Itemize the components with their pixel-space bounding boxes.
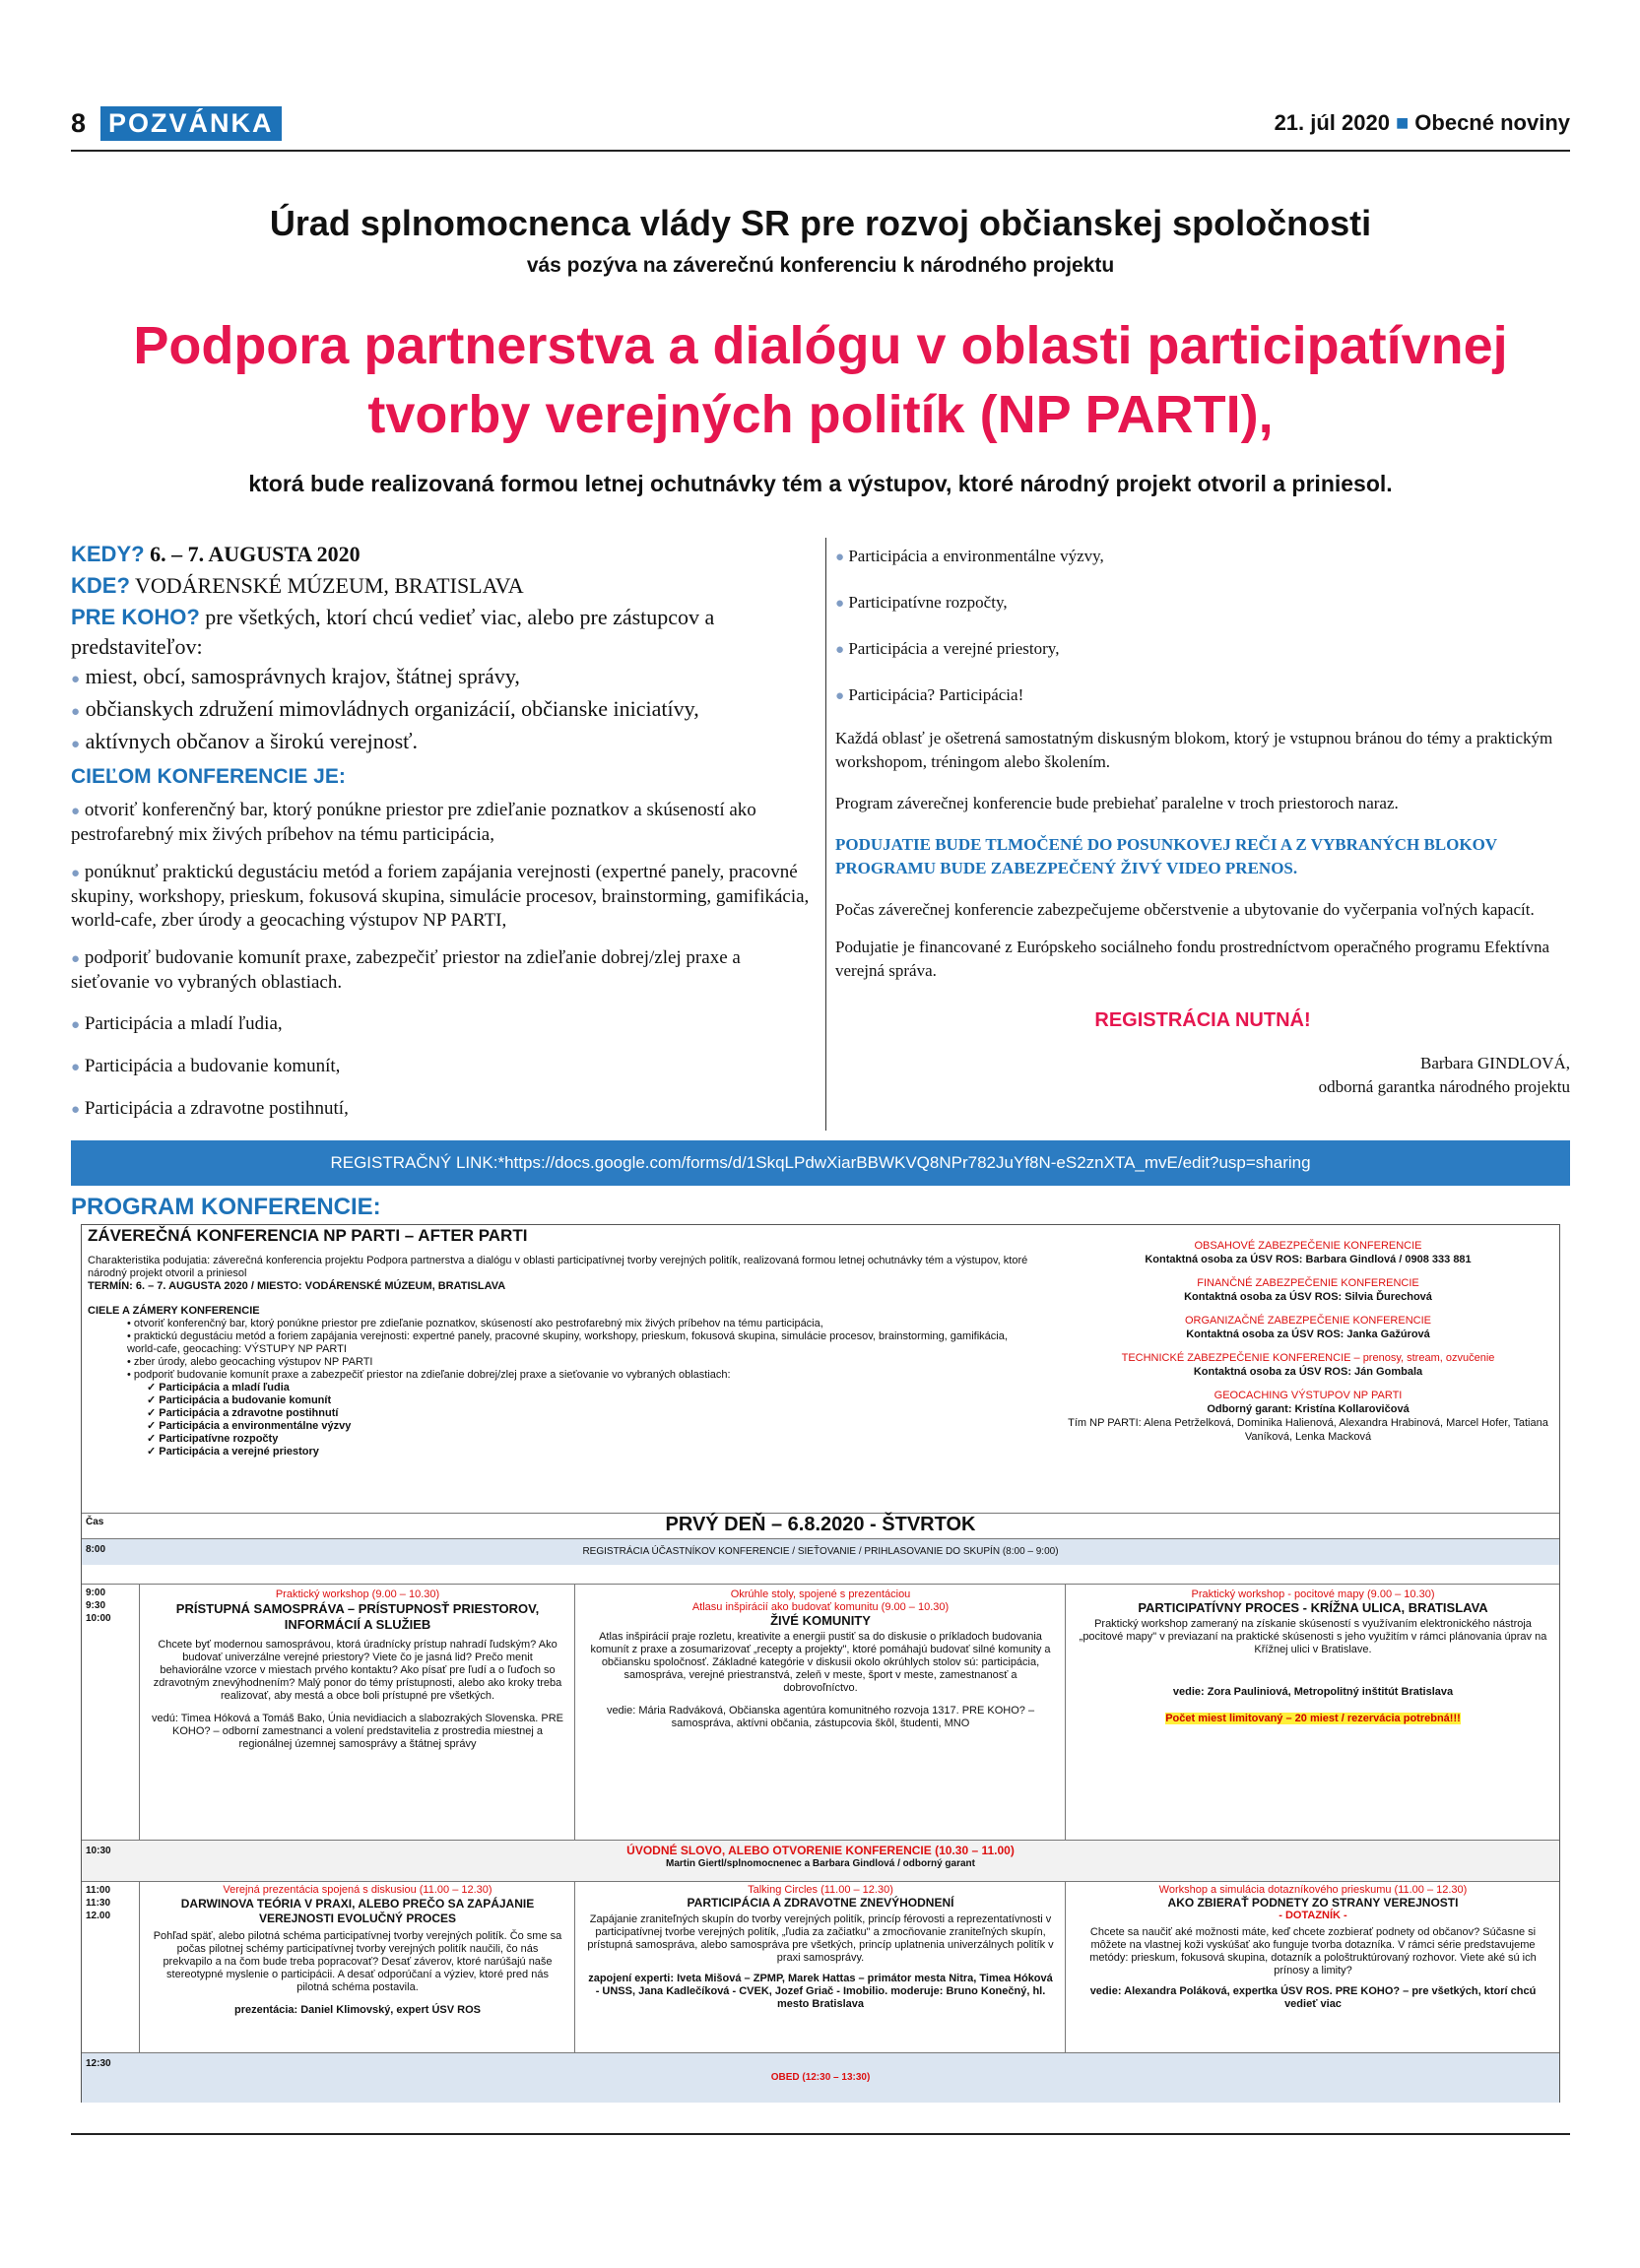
org-heading: TECHNICKÉ ZABEZPEČENIE KONFERENCIE – prenosy, stream, ozvučenie xyxy=(1121,1352,1495,1364)
session-lead: prezentácia: Daniel Klimovský, expert ÚSV ROS xyxy=(233,2004,482,2016)
session-title: PRÍSTUPNÁ SAMOSPRÁVA – PRÍSTUPNOSŤ PRIESTOROV, INFORMÁCIÍ A SLUŽIEB xyxy=(175,1601,540,1632)
lunch-text: OBED (12:30 – 13:30) xyxy=(770,2072,871,2083)
registration-text: REGISTRÁCIA ÚČASTNÍKOV KONFERENCIE / SIEŤOVANIE / PRIHLASOVANIE DO SKUPÍN (8:00 – 9:00) xyxy=(582,1546,1059,1557)
session-2-2 xyxy=(586,1884,1055,2011)
org-heading: OBSAHOVÉ ZABEZPEČENIE KONFERENCIE xyxy=(1194,1240,1422,1252)
list-item: Participácia a budovanie komunít xyxy=(159,1394,332,1406)
org-contact: Kontaktná osoba za ÚSV ROS: Janka Gažúrová xyxy=(1186,1328,1430,1340)
session-title: DARWINOVA TEÓRIA V PRAXI, ALEBO PREČO SA ZAPÁJANIE VEREJNOSTI EVOLUČNÝ PROCES xyxy=(180,1897,535,1925)
sub-title: ktorá bude realizovaná formou letnej ochutnávky tém a výstupov, ktoré národný projekt otvoril a priniesol. xyxy=(248,471,1393,496)
list-item: Participácia a environmentálne výzvy xyxy=(159,1420,352,1432)
left-column: KEDY? 6. – 7. AUGUSTA 2020 KDE? VODÁRENSKÉ MÚZEUM, BRATISLAVA PRE KOHO? pre všetkých, ktorí chcú vedieť viac, alebo pre zástupcov a predstaviteľov: ● miest, obcí, samosprávnych krajov, štátnej správy, ● občianskych združení mimovládnych organizácií, občianske iniciatívy, ● aktívnych občanov a širokú verejnosť. CIEĽOM KONFERENCIE JE: ● otvoriť konferenčný bar, ktorý ponúkne priestor pre zdieľanie poznatkov a skúseností ako pestrofarebný mix živých príbehov na tému participácia, ● ponúknuť praktickú degustáciu metód a foriem zapájania verejnosti (expertné panely, pracovné skupiny, workshopy, prieskum, fokusová skupina, simulácie procesov, brainstorming, gamifikácia, world-cafe, zber úrody a geocaching výstupov NP PARTI, ● podporiť budovanie komunít praxe, zabezpečiť priestor na zdieľanie dobrej/zlej praxe a sieťovanie vo vybraných oblastiach. ● Participácia a mladí ľudia, ● Participácia a budovanie komunít, ● Participácia a zdravotne postihnutí, xyxy=(71,540,820,1132)
session-lead: vedú: Timea Hóková a Tomáš Bako, Únia nevidiacich a slabozrakých Slovenska. PRE KOHO? – odborní zamestnanci a volení predstavitelia z prostredia miestnej a regionálnej územnej samosprávy a štátnej správy xyxy=(151,1713,563,1750)
session-text: Pohľad späť, alebo pilotná schéma participatívnej tvorby verejných politík. Čo sme sa počas pilotnej schémy participatívnej tvorby verejných politík naučili, čo nás prekvapilo a na čom bude treba popracovať? Desať záverov, ktoré narúšajú naše stereotypné myslenie o participácii. A desať odporúčaní a výziev, ktoré pred nás pilotná schéma postavila. xyxy=(153,1930,562,1993)
day-title: PRVÝ DEŇ – 6.8.2020 - ŠTVRTOK xyxy=(665,1514,976,1535)
list-item: miest, obcí, samosprávnych krajov, štátnej správy, xyxy=(85,664,520,688)
opening-title: ÚVODNÉ SLOVO, ALEBO OTVORENIE KONFERENCIE (10.30 – 11.00) xyxy=(626,1844,1015,1857)
paragraph: Podujatie je financované z Európskeho sociálneho fondu prostredníctvom operačného programu Efektívna verejná správa. xyxy=(835,938,1550,980)
for-whom-value: pre všetkých, ktorí chcú vedieť viac, alebo pre zástupcov a predstaviteľov: xyxy=(71,605,715,659)
when-value: 6. – 7. AUGUSTA 2020 xyxy=(150,542,361,566)
page-header xyxy=(71,106,1570,150)
session-title: PARTICIPÁCIA A ZDRAVOTNE ZNEVÝHODNENÍ xyxy=(687,1896,954,1910)
time-cell: 11:00 11:30 12.00 xyxy=(86,1885,111,1921)
paper-name: Obecné noviny xyxy=(1414,110,1570,135)
time-cell: 10:30 xyxy=(86,1846,111,1856)
list-item: Participácia a mladí ľudia, xyxy=(84,1013,283,1034)
org-contacts xyxy=(1067,1239,1549,1444)
lunch-row xyxy=(82,2052,1559,2103)
session-1-3 xyxy=(1077,1588,1549,1725)
session-row-1 xyxy=(82,1584,1559,1841)
session-lead: vedie: Mária Radváková, Občianska agentúra komunitného rozvoja 1317. PRE KOHO? – samospráva, aktívni občania, zástupcovia škôl, študenti, MNO xyxy=(606,1705,1035,1729)
right-column: ● Participácia a environmentálne výzvy, ● Participatívne rozpočty, ● Participácia a verejné priestory, ● Participácia? Participácia! Každá oblasť je ošetrená samostatným diskusným blokom, ktorý je vstupnou bránou do témy a praktickým workshopom, tréningom alebo školením. Program záverečnej konferencie bude prebiehať paralelne v troch priestoroch naraz. PODUJATIE BUDE TLMOČENÉ DO POSUNKOVEJ REČI A Z VYBRANÝCH BLOKOV PROGRAMU BUDE ZABEZPEČENÝ ŽIVÝ VIDEO PRENOS. Počas záverečnej konferencie zabezpečujeme občerstvenie a ubytovanie do vyčerpania voľných kapacít. Podujatie je financované z Európskeho sociálneho fondu prostredníctvom operačného programu Efektívna verejná správa. REGISTRÁCIA NUTNÁ! Barbara GINDLOVÁ, odborná garantka národného projektu xyxy=(835,540,1570,1099)
program-intro: Charakteristika podujatia: záverečná konferencia projektu Podpora partnerstva a dialógu v oblasti participatívnej tvorby verejných politík, realizovaná formou letnej ochutnávky tém a výstupov, ktoré národný projekt otvoril a priniesol TERMÍN: 6. – 7. AUGUSTA 2020 / MIESTO: VODÁRENSKÉ MÚZEUM, BRATISLAVA CIELE A ZÁMERY KONFERENCIE • otvoriť konferenčný bar, ktorý ponúkne priestor pre zdieľanie poznatkov, skúseností ako pestrofarebný mix živých príbehov na tému participácia, • praktickú degustáciu metód a foriem zapájania verejnosti: expertné panely, pracovné skupiny, workshopy, prieskum, fokusová skupina, simulácie procesov, brainstorming, gamifikácia, world-cafe, geocaching: VÝSTUPY NP PARTI • zber úrody, alebo geocaching výstupov NP PARTI • podporiť budovanie komunít praxe a zabezpečiť priestor na zdieľanie dobrej/zlej praxe a sieťovanie vo vybraných oblastiach: ✓ Participácia a mladí ľudia ✓ Participácia a budovanie komunít ✓ Participácia a zdravotne postihnutí ✓ Participácia a environmentálne výzvy ✓ Participatívne rozpočty ✓ Participácia a verejné priestory xyxy=(88,1255,1033,1458)
time-header: Čas xyxy=(86,1517,104,1527)
section-label: POZVÁNKA xyxy=(100,106,282,141)
program-char: Charakteristika podujatia: záverečná konferencia projektu Podpora partnerstva a dialógu v oblasti participatívnej tvorby verejných politík, realizovaná formou letnej ochutnávky tém a výstupov, ktoré národný projekt otvoril a priniesol xyxy=(88,1255,1028,1279)
session-text: Chcete sa naučiť aké možnosti máte, keď chcete zozbierať podnety od občanov? Súčasne si môžete na vlastnej koži vyskúšať ako funguje tvorba dotazníka. V rámci série predstavujeme metódy: prieskum, fokusová skupina, dotazník a pološtruktúrovaný rozhovor. Viete aké sú ich prínosy a limity? xyxy=(1089,1926,1537,1976)
program-table xyxy=(81,1224,1560,2103)
list-item: Participácia a environmentálne výzvy, xyxy=(848,547,1104,565)
session-lead: vedie: Alexandra Poláková, expertka ÚSV ROS. PRE KOHO? – pre všetkých, ktorí chcú vedieť viac xyxy=(1089,1985,1537,2010)
program-term: TERMÍN: 6. – 7. AUGUSTA 2020 / MIESTO: VODÁRENSKÉ MÚZEUM, BRATISLAVA xyxy=(88,1280,506,1292)
capacity-note: Počet miest limitovaný – 20 miest / rezervácia potrebná!!! xyxy=(1165,1713,1461,1724)
session-text: Praktický workshop zameraný na získanie skúseností s využívaním elektronického nástroja „pocitové mapy" v previazaní na praktické skúsenosti s jeho využitím v rámci plánovania úprav na Křížnej ulici v Bratislave. xyxy=(1079,1618,1547,1655)
issue-date: 21. júl 2020 xyxy=(1274,110,1390,135)
session-lead: vedie: Zora Pauliniová, Metropolitný inštitút Bratislava xyxy=(1172,1686,1454,1698)
footer-rule xyxy=(71,2133,1570,2135)
registration-required: REGISTRÁCIA NUTNÁ! xyxy=(1094,1009,1311,1031)
where-label: KDE? xyxy=(71,573,130,598)
for-whom-label: PRE KOHO? xyxy=(71,605,200,629)
list-item: Participatívne rozpočty, xyxy=(848,593,1008,612)
session-text: Zapájanie zraniteľných skupín do tvorby verejných politík, princíp férovosti a reprezentatívnosti v participatívnej tvorbe verejných politík, „ľudia za začiatku" a zmocňovanie zraniteľných skupín, prístupná samospráva, alebo samospráva pre všetkých, princíp uplatnenia univerzálnych politík v praxi samosprávy. xyxy=(587,1913,1054,1964)
session-1-2 xyxy=(586,1588,1055,1730)
main-title-1: Podpora partnerstva a dialógu v oblasti participatívnej xyxy=(133,316,1508,375)
opening-speakers: Martin Giertl/splnomocnenec a Barbara Gindlová / odborný garant xyxy=(666,1858,975,1869)
signature-role: odborná garantka národného projektu xyxy=(1318,1077,1570,1096)
org-contact: Kontaktná osoba za ÚSV ROS: Barbara Gindlová / 0908 333 881 xyxy=(1145,1254,1472,1265)
program-goals-title: CIELE A ZÁMERY KONFERENCIE xyxy=(88,1305,260,1317)
session-1-1 xyxy=(151,1588,564,1751)
time-cell: 9:00 9:30 10:00 xyxy=(86,1588,111,1624)
where-value: VODÁRENSKÉ MÚZEUM, BRATISLAVA xyxy=(135,573,524,598)
time-cell: 12:30 xyxy=(86,2058,111,2069)
column-divider xyxy=(825,538,826,1131)
goals-label: CIEĽOM KONFERENCIE JE: xyxy=(71,765,346,788)
page-number: 8 xyxy=(71,108,87,138)
list-item: Participácia? Participácia! xyxy=(848,685,1024,704)
org-contact: Kontaktná osoba za ÚSV ROS: Ján Gombala xyxy=(1193,1366,1423,1378)
session-kind: Workshop a simulácia dotazníkového prieskumu (11.00 – 12.30) xyxy=(1158,1884,1468,1896)
session-subtitle: - DOTAZNÍK - xyxy=(1279,1910,1347,1921)
org-heading: ORGANIZAČNÉ ZABEZPEČENIE KONFERENCIE xyxy=(1185,1315,1431,1327)
when-label: KEDY? xyxy=(71,542,145,566)
list-item: podporiť budovanie komunít praxe a zabezpečiť priestor na zdieľanie dobrej/zlej praxe a sieťovanie vo vybraných oblastiach: xyxy=(133,1369,731,1381)
session-text: Atlas inšpirácií praje rozletu, kreativite a energii pustiť sa do diskusie o príkladoch budovania komunít z praxe a zosumarizovať „recepty a projekty", ktoré pomáhajú budovať silné komunity a občiansku spoločnosť. Základné kategórie v diskusii okolo okrúhlych stolov sú: participácia, samospráva, verejné priestranstvá, zeleň v meste, šport v meste, zamestnanosť a dobrovoľníctvo. xyxy=(590,1631,1051,1694)
org-contact: Odborný garant: Kristína Kollarovičová xyxy=(1207,1403,1410,1415)
program-heading: PROGRAM KONFERENCIE: xyxy=(71,1194,381,1220)
session-row-2 xyxy=(82,1881,1559,2053)
interpreting-note: PODUJATIE BUDE TLMOČENÉ DO POSUNKOVEJ REČI A Z VYBRANÝCH BLOKOV PROGRAMU BUDE ZABEZPEČENÝ ŽIVÝ VIDEO PRENOS. xyxy=(835,835,1497,877)
issue-info: 21. júl 2020 ■ Obecné noviny xyxy=(1274,110,1570,135)
list-item: otvoriť konferenčný bar, ktorý ponúkne priestor pre zdieľanie poznatkov, skúseností ako pestrofarebný mix živých príbehov na tému participácia, xyxy=(133,1318,823,1329)
list-item: občianskych združení mimovládnych organizácií, občianske iniciatívy, xyxy=(85,696,699,721)
session-title: ŽIVÉ KOMUNITY xyxy=(770,1613,871,1628)
list-item: praktickú degustáciu metód a foriem zapájania verejnosti: expertné panely, pracovné skupiny, workshopy, prieskum, fokusová skupina, simulácie procesov, brainstorming, gamifikácia, world-cafe, geocaching: VÝSTUPY NP PARTI xyxy=(127,1330,1008,1355)
invite-line: vás pozýva na záverečnú konferenciu k národného projektu xyxy=(526,254,1115,277)
paragraph: Program záverečnej konferencie bude prebiehať paralelne v troch priestoroch naraz. xyxy=(835,794,1399,812)
session-text: Chcete byť modernou samosprávou, ktorá úradnícky prístup nahradí ľudským? Ako budovať univerzálne verejné priestory? Viete čo je jasná lid? Prečo menit behaviorálne vzorce v miestach prvého kontaktu? Ako písať pre ľudí a o ľuďoch so zdravotným znevýhodnením? Malý ponor do témy prístupnosti, alebo ako kroky treba realizovať, aby mestá a obce boli prístupné pre všetkých. xyxy=(153,1639,562,1702)
session-kind: Okrúhle stoly, spojené s prezentáciou xyxy=(730,1588,911,1600)
session-kind: Talking Circles (11.00 – 12.30) xyxy=(748,1884,893,1896)
opening-row xyxy=(82,1840,1559,1882)
org-heading: FINANČNÉ ZABEZPEČENIE KONFERENCIE xyxy=(1197,1277,1419,1289)
list-item: Participácia a verejné priestory xyxy=(159,1446,319,1458)
session-title: AKO ZBIERAŤ PODNETY ZO STRANY VEREJNOSTI xyxy=(1167,1896,1459,1910)
signature-name: Barbara GINDLOVÁ, xyxy=(1419,1054,1570,1072)
team-list: Tím NP PARTI: Alena Petrželková, Dominika Halienová, Alexandra Hrabinová, Marcel Hofer, Tatiana Vaníková, Lenka Macková xyxy=(1068,1417,1548,1443)
list-item: Participácia a verejné priestory, xyxy=(848,639,1060,658)
session-2-3 xyxy=(1077,1884,1549,2011)
list-item: Participácia a budovanie komunít, xyxy=(84,1056,341,1076)
session-2-1 xyxy=(151,1884,564,2017)
header-rule xyxy=(71,150,1570,152)
session-kind: Atlasu inšpirácií ako budovať komunitu (9.00 – 10.30) xyxy=(691,1601,950,1613)
paragraph: Počas záverečnej konferencie zabezpečujeme občerstvenie a ubytovanie do vyčerpania voľných kapacít. xyxy=(835,900,1535,919)
org-contact: Kontaktná osoba za ÚSV ROS: Silvia Ďurechová xyxy=(1184,1291,1432,1303)
session-lead: zapojení experti: Iveta Mišová – ZPMP, Marek Hattas – primátor mesta Nitra, Timea Hóková - UNSS, Jana Kadlečíková - CVEK, Jozef Griač - Imobilio. moderuje: Bruno Konečný, hl. mesto Bratislava xyxy=(588,1973,1053,2010)
time-cell: 8:00 xyxy=(86,1544,106,1555)
main-title-2: tvorby verejných politík (NP PARTI), xyxy=(367,385,1274,444)
program-title: ZÁVEREČNÁ KONFERENCIA NP PARTI – AFTER PARTI xyxy=(88,1226,528,1245)
list-item: Participácia a zdravotne postihnutí xyxy=(159,1407,339,1419)
list-item: ponúknuť praktickú degustáciu metód a foriem zapájania verejnosti (expertné panely, pracovné skupiny, workshopy, prieskum, fokusová skupina, simulácie procesov, brainstorming, gamifikácia, world-cafe, zber úrody a geocaching výstupov NP PARTI, xyxy=(71,862,810,931)
session-kind: Praktický workshop - pocitové mapy (9.00 – 10.30) xyxy=(1191,1588,1435,1600)
session-kind: Verejná prezentácia spojená s diskusiou (11.00 – 12.30) xyxy=(223,1884,492,1896)
list-item: Participácia a mladí ľudia xyxy=(159,1382,290,1393)
audience-list: ● miest, obcí, samosprávnych krajov, štátnej správy, ● občianskych združení mimovládnych organizácií, občianske iniciatívy, ● aktívnych občanov a širokú verejnosť. xyxy=(71,664,699,753)
list-item: aktívnych občanov a širokú verejnosť. xyxy=(85,729,419,753)
session-title: PARTICIPATÍVNY PROCES - KRÍŽNA ULICA, BRATISLAVA xyxy=(1138,1600,1488,1615)
list-item: otvoriť konferenčný bar, ktorý ponúkne priestor pre zdieľanie poznatkov a skúseností ako pestrofarebný mix živých príbehov na tému participácia, xyxy=(71,800,756,845)
session-kind: Praktický workshop (9.00 – 10.30) xyxy=(275,1588,440,1600)
org-title: Úrad splnomocnenca vlády SR pre rozvoj občianskej spoločnosti xyxy=(269,203,1372,243)
org-heading: GEOCACHING VÝSTUPOV NP PARTI xyxy=(1214,1390,1403,1401)
list-item: podporiť budovanie komunít praxe, zabezpečiť priestor na zdieľanie dobrej/zlej praxe a sieťovanie vo vybraných oblastiach. xyxy=(71,947,741,993)
list-item: Participácia a zdravotne postihnutí, xyxy=(84,1098,349,1119)
list-item: zber úrody, alebo geocaching výstupov NP PARTI xyxy=(133,1356,373,1368)
list-item: Participatívne rozpočty xyxy=(159,1433,279,1445)
registration-link[interactable]: REGISTRAČNÝ LINK:*https://docs.google.com/forms/d/1SkqLPdwXiarBBWKVQ8NPr782JuYf8N-eS2znXTA_mvE/edit?usp=sharing xyxy=(71,1140,1570,1186)
paragraph: Každá oblasť je ošetrená samostatným diskusným blokom, ktorý je vstupnou bránou do témy a praktickým workshopom, tréningom alebo školením. xyxy=(835,729,1553,771)
day-row xyxy=(82,1513,1559,1535)
registration-row xyxy=(82,1538,1559,1565)
